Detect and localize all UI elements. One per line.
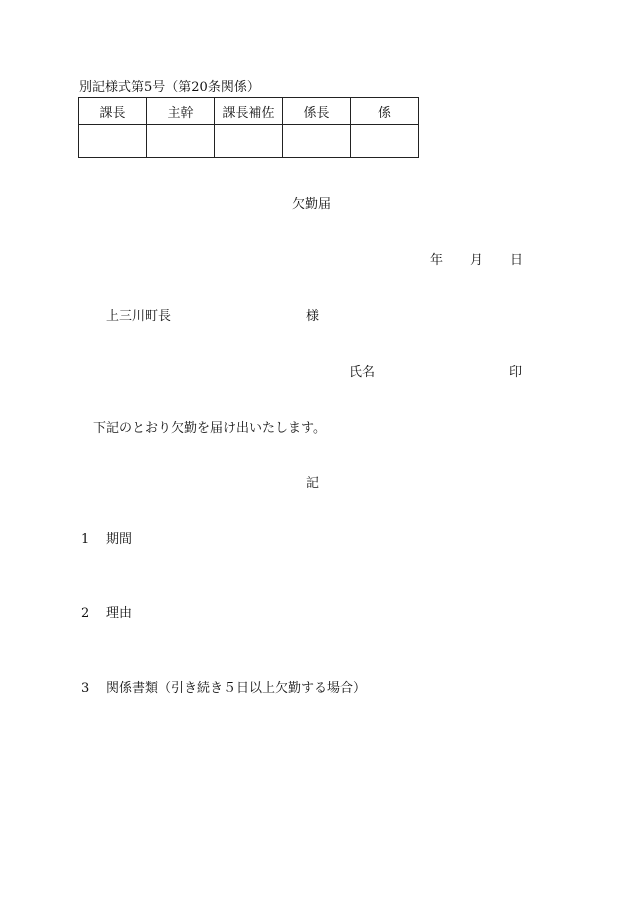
item-number: 3 (81, 681, 90, 696)
approval-header-staff: 係 (351, 98, 419, 125)
approval-stamp-cell[interactable] (147, 125, 215, 158)
item-related-documents-label: 関係書類（引き続き５日以上欠勤する場合） (106, 681, 367, 696)
date-day-label: 日 (510, 253, 524, 268)
form-number: 別記様式第5号（第20条関係） (79, 80, 260, 95)
seal-label: 印 (509, 365, 523, 380)
item-period-label: 期間 (106, 532, 133, 547)
item-number: 1 (81, 532, 90, 547)
date-month-label: 月 (470, 253, 484, 268)
approval-stamp-cell[interactable] (283, 125, 351, 158)
approval-header-senior-officer: 主幹 (147, 98, 215, 125)
approval-header-assistant-chief: 課長補佐 (215, 98, 283, 125)
approval-header-subsection-chief: 係長 (283, 98, 351, 125)
approval-stamp-cell[interactable] (215, 125, 283, 158)
applicant-name-label: 氏名 (349, 365, 376, 380)
approval-header-section-chief: 課長 (79, 98, 147, 125)
addressee-name: 上三川町長 (106, 309, 172, 324)
item-number: 2 (81, 606, 90, 621)
body-text: 下記のとおり欠勤を届け出いたします。 (93, 421, 326, 436)
approval-stamp-cell[interactable] (351, 125, 419, 158)
ki-heading: 記 (306, 476, 320, 491)
document-title: 欠勤届 (292, 197, 332, 212)
item-reason-label: 理由 (106, 606, 133, 621)
approval-stamp-cell[interactable] (79, 125, 147, 158)
approval-stamp-table (78, 97, 419, 158)
addressee-honorific: 様 (306, 309, 320, 324)
date-year-label: 年 (430, 253, 444, 268)
